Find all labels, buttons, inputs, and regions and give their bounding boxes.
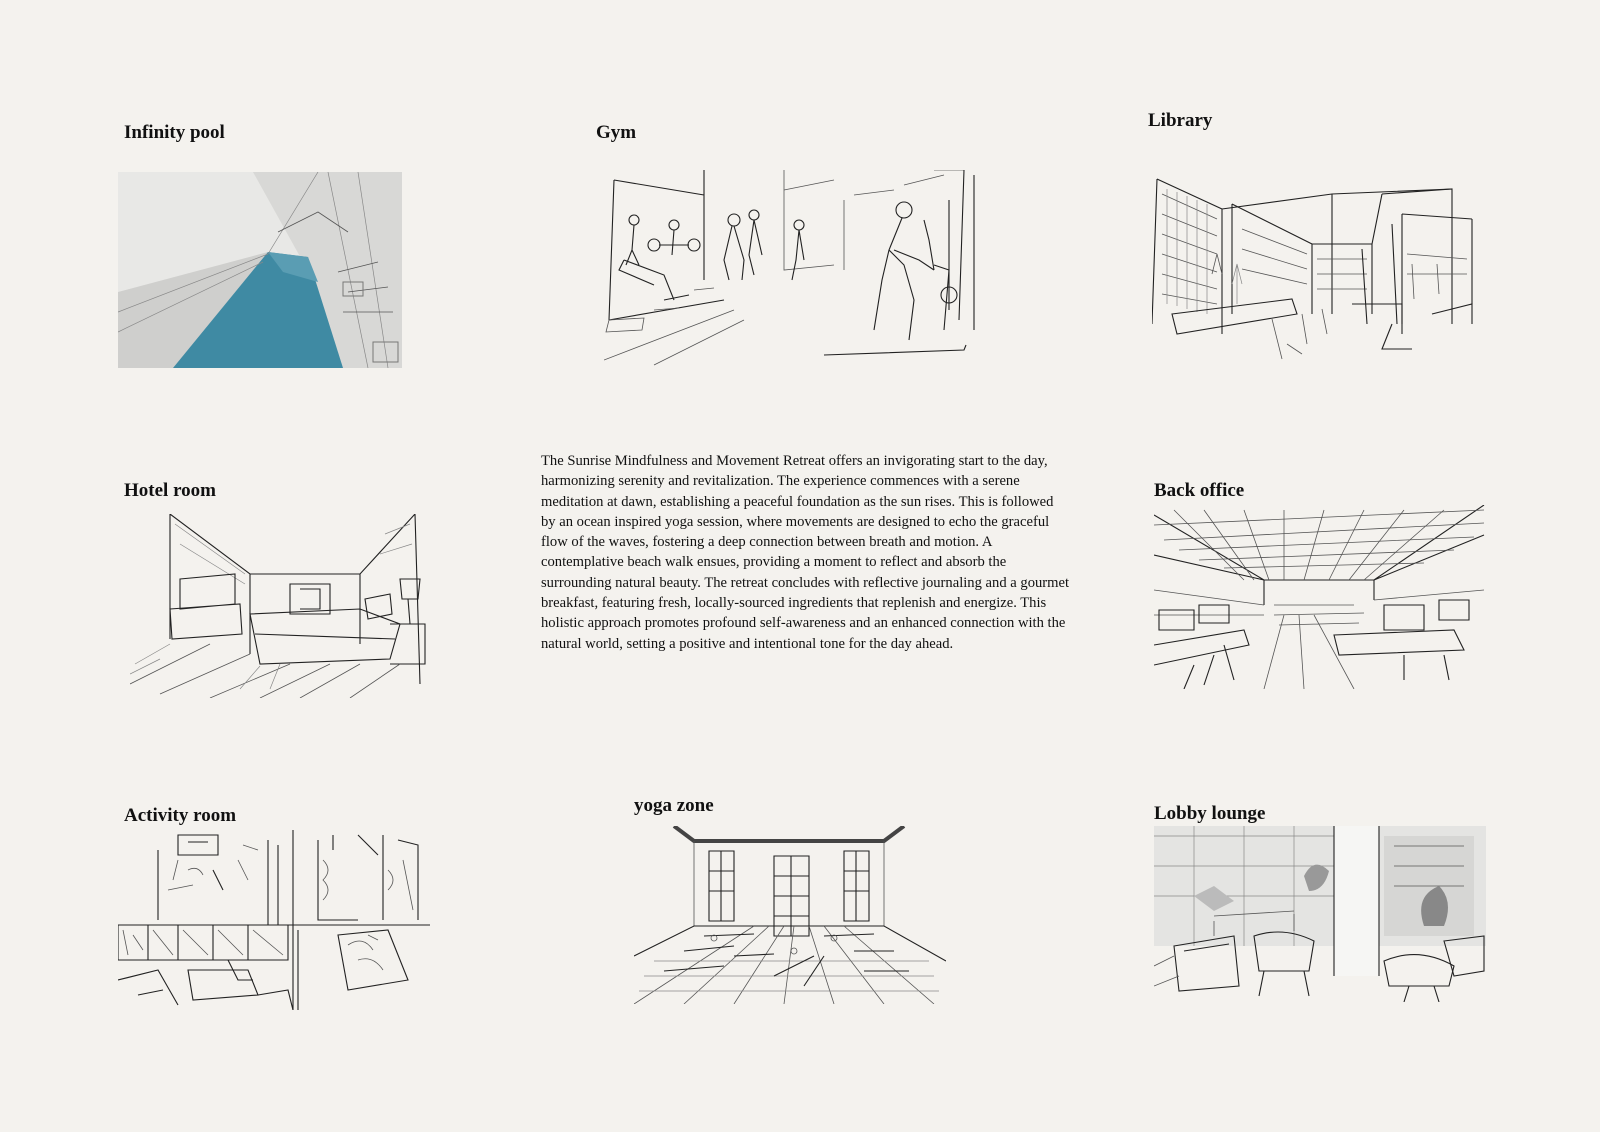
infinity-pool-sketch (118, 172, 402, 368)
label-back-office: Back office (1154, 480, 1245, 501)
label-library: Library (1148, 110, 1213, 131)
label-lobby-lounge: Lobby lounge (1154, 803, 1266, 824)
label-infinity-pool: Infinity pool (124, 122, 225, 143)
back-office-sketch (1154, 505, 1486, 689)
label-activity-room: Activity room (124, 805, 237, 826)
activity-room-sketch (118, 830, 430, 1010)
gym-sketch (604, 170, 986, 370)
label-hotel-room: Hotel room (124, 480, 216, 501)
label-gym: Gym (596, 122, 637, 143)
hotel-room-sketch (130, 514, 430, 698)
lobby-lounge-sketch (1154, 826, 1486, 1002)
library-sketch (1152, 174, 1482, 372)
retreat-description: The Sunrise Mindfulness and Movement Retreat offers an invigorating start to the day, harmonizing serenity and revitalization. The experience commences with a serene meditation at dawn, establishing a peaceful foundation as the sun rises. This is followed by an ocean inspired yoga session, where movements are designed to echo the graceful flow of the waves, fostering a deep connection between breath and motion. A contemplative beach walk ensues, providing a moment to reflect and absorb the surrounding natural beauty. The retreat concludes with reflective journaling and a gourmet breakfast, featuring fresh, locally-sourced ingredients that replenish and energize. This holistic approach promotes profound self-awareness and an enhanced connection with the natural world, setting a positive and intentional tone for the day ahead. (541, 453, 1070, 652)
label-yoga-zone: yoga zone (634, 795, 714, 816)
yoga-zone-sketch (634, 826, 946, 1004)
